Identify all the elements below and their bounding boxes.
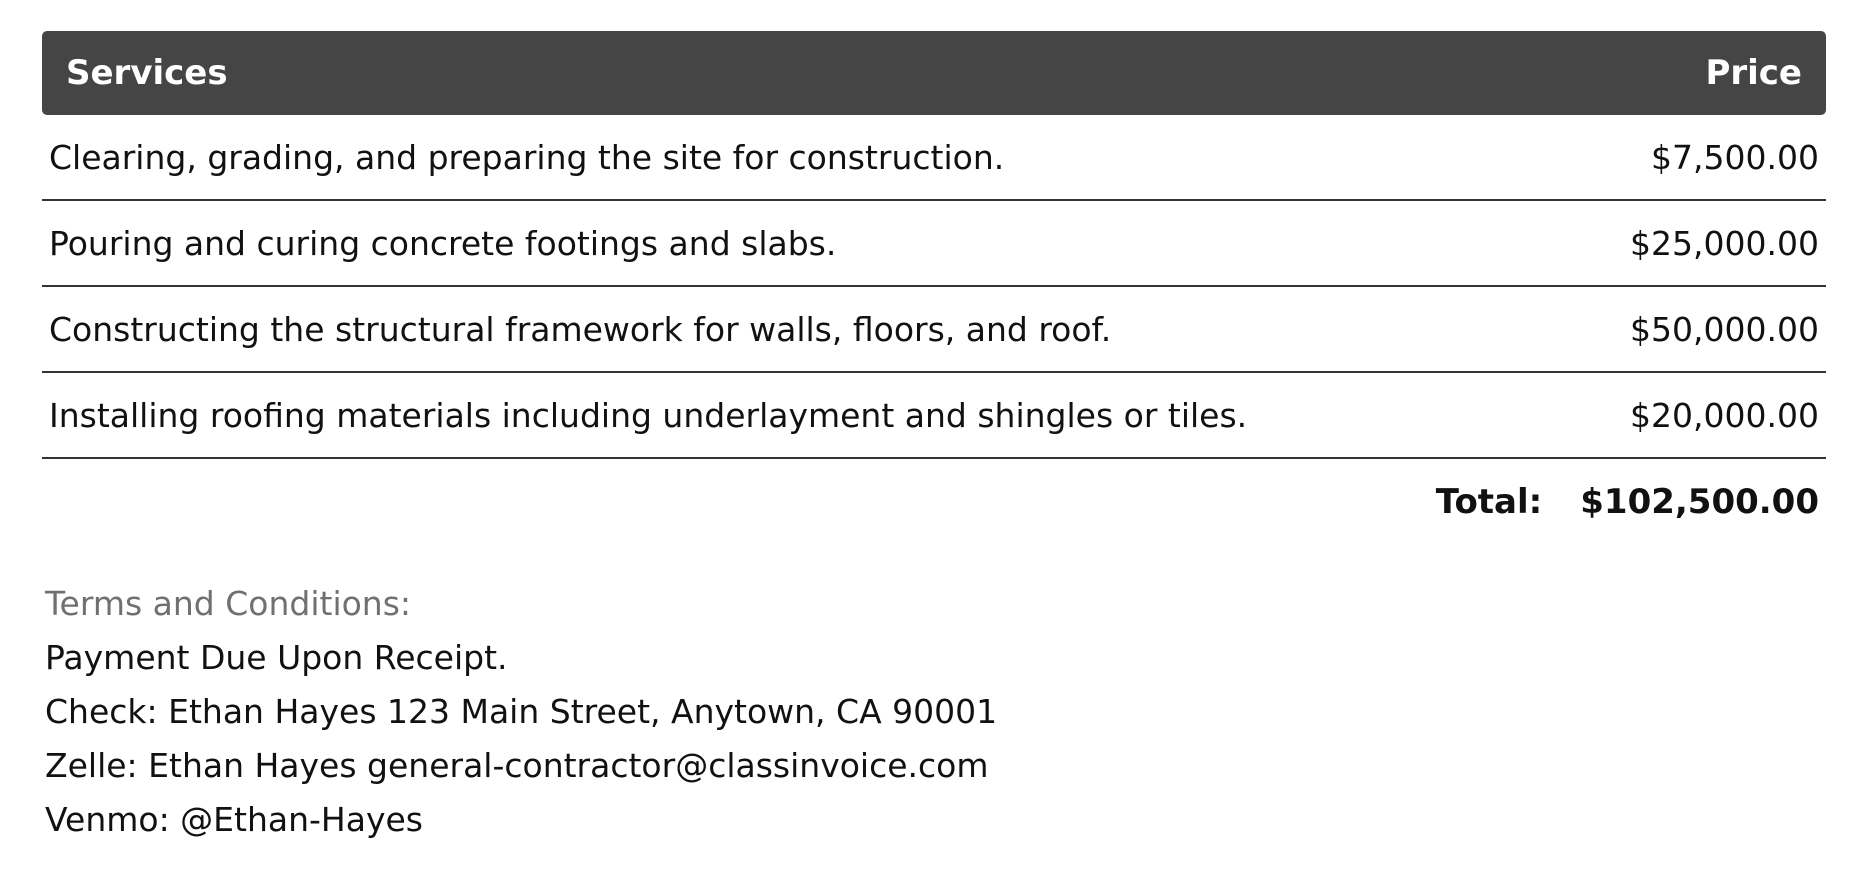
service-price: $25,000.00 [1630,223,1819,263]
table-header [42,31,1826,115]
service-price: $50,000.00 [1630,309,1819,349]
service-price: $20,000.00 [1630,395,1819,435]
service-description: Installing roofing materials including underlayment and shingles or tiles. [49,395,1248,435]
service-description: Clearing, grading, and preparing the site for construction. [49,137,1005,177]
total-label: Total: [1435,482,1543,522]
terms-line-payment: Payment Due Upon Receipt. [45,638,508,677]
terms-title: Terms and Conditions: [45,584,412,623]
total-row [42,459,1826,545]
table-row [42,287,1826,373]
terms-line-venmo: Venmo: @Ethan-Hayes [45,800,423,839]
service-price: $7,500.00 [1651,137,1819,177]
terms-section [45,577,997,847]
service-description: Constructing the structural framework for walls, floors, and roof. [49,309,1112,349]
terms-line-zelle: Zelle: Ethan Hayes general-contractor@classinvoice.com [45,746,989,785]
terms-line-check: Check: Ethan Hayes 123 Main Street, Anytown, CA 90001 [45,692,998,731]
services-column-header: Services [66,53,228,93]
total-value: $102,500.00 [1580,482,1819,522]
price-column-header: Price [1705,53,1802,93]
service-description: Pouring and curing concrete footings and slabs. [49,223,837,263]
table-row [42,373,1826,459]
table-row [42,115,1826,201]
table-row [42,201,1826,287]
services-table [42,31,1826,545]
